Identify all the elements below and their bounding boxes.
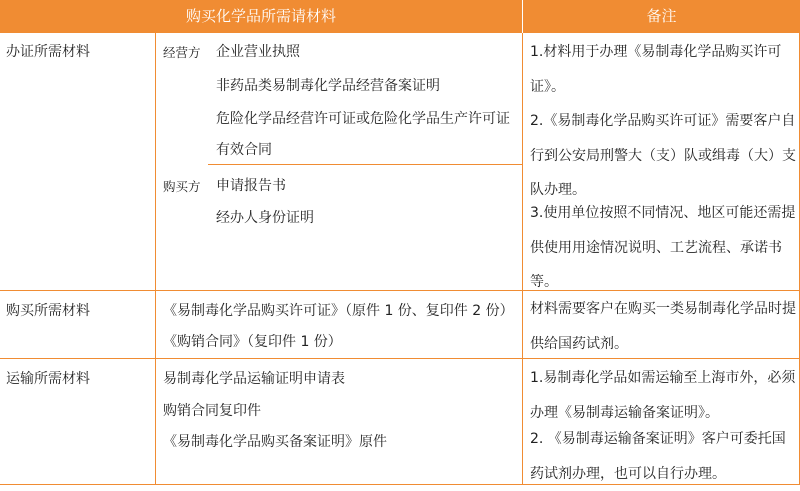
row-label-transport: 运输所需材料 <box>6 371 90 387</box>
remark-purchase: 材料需要客户在购买一类易制毒化学品时提供给国药试剂。 <box>530 301 796 352</box>
transport-item: 《易制毒化学品购买备案证明》原件 <box>163 434 387 450</box>
row-label-purchase: 购买所需材料 <box>6 303 90 319</box>
divider-col-label <box>155 33 156 485</box>
header-materials: 购买化学品所需请材料 <box>0 0 522 33</box>
remark-handling: 3.使用单位按照不同情况、地区可能还需提供使用用途情况说明、工艺流程、承诺书等。 <box>530 205 796 290</box>
remark-transport: 1.易制毒化学品如需运输至上海市外，必须办理《易制毒运输备案证明》。 <box>530 370 796 421</box>
seller-item: 危险化学品经营许可证或危险化学品生产许可证 <box>216 111 510 127</box>
divider-col-remarks <box>522 33 523 485</box>
transport-item: 易制毒化学品运输证明申请表 <box>163 371 345 387</box>
remark-handling: 1.材料用于办理《易制毒化学品购买许可证》。 <box>530 44 782 95</box>
buyer-item: 经办人身份证明 <box>216 210 314 226</box>
header-remarks: 备注 <box>523 0 800 33</box>
remark-handling: 2.《易制毒化学品购买许可证》需要客户自行到公安局刑警大（支）队或缉毒（大）支队办理。 <box>530 113 796 198</box>
seller-label: 经营方 <box>163 45 201 60</box>
seller-item: 企业营业执照 <box>216 44 300 60</box>
remark-transport: 2. 《易制毒运输备案证明》客户可委托国药试剂办理，也可以自行办理。 <box>530 431 786 482</box>
purchase-item: 《易制毒化学品购买许可证》（原件 1 份、复印件 2 份） <box>163 303 514 319</box>
buyer-item: 申请报告书 <box>216 178 286 194</box>
buyer-label: 购买方 <box>163 179 201 194</box>
transport-item: 购销合同复印件 <box>163 403 261 419</box>
seller-item: 非药品类易制毒化学品经营备案证明 <box>216 78 440 94</box>
seller-item: 有效合同 <box>216 142 272 158</box>
row-label-handling: 办证所需材料 <box>6 44 90 60</box>
divider-seller-buyer <box>208 164 522 165</box>
purchase-item: 《购销合同》（复印件 1 份） <box>163 334 342 350</box>
